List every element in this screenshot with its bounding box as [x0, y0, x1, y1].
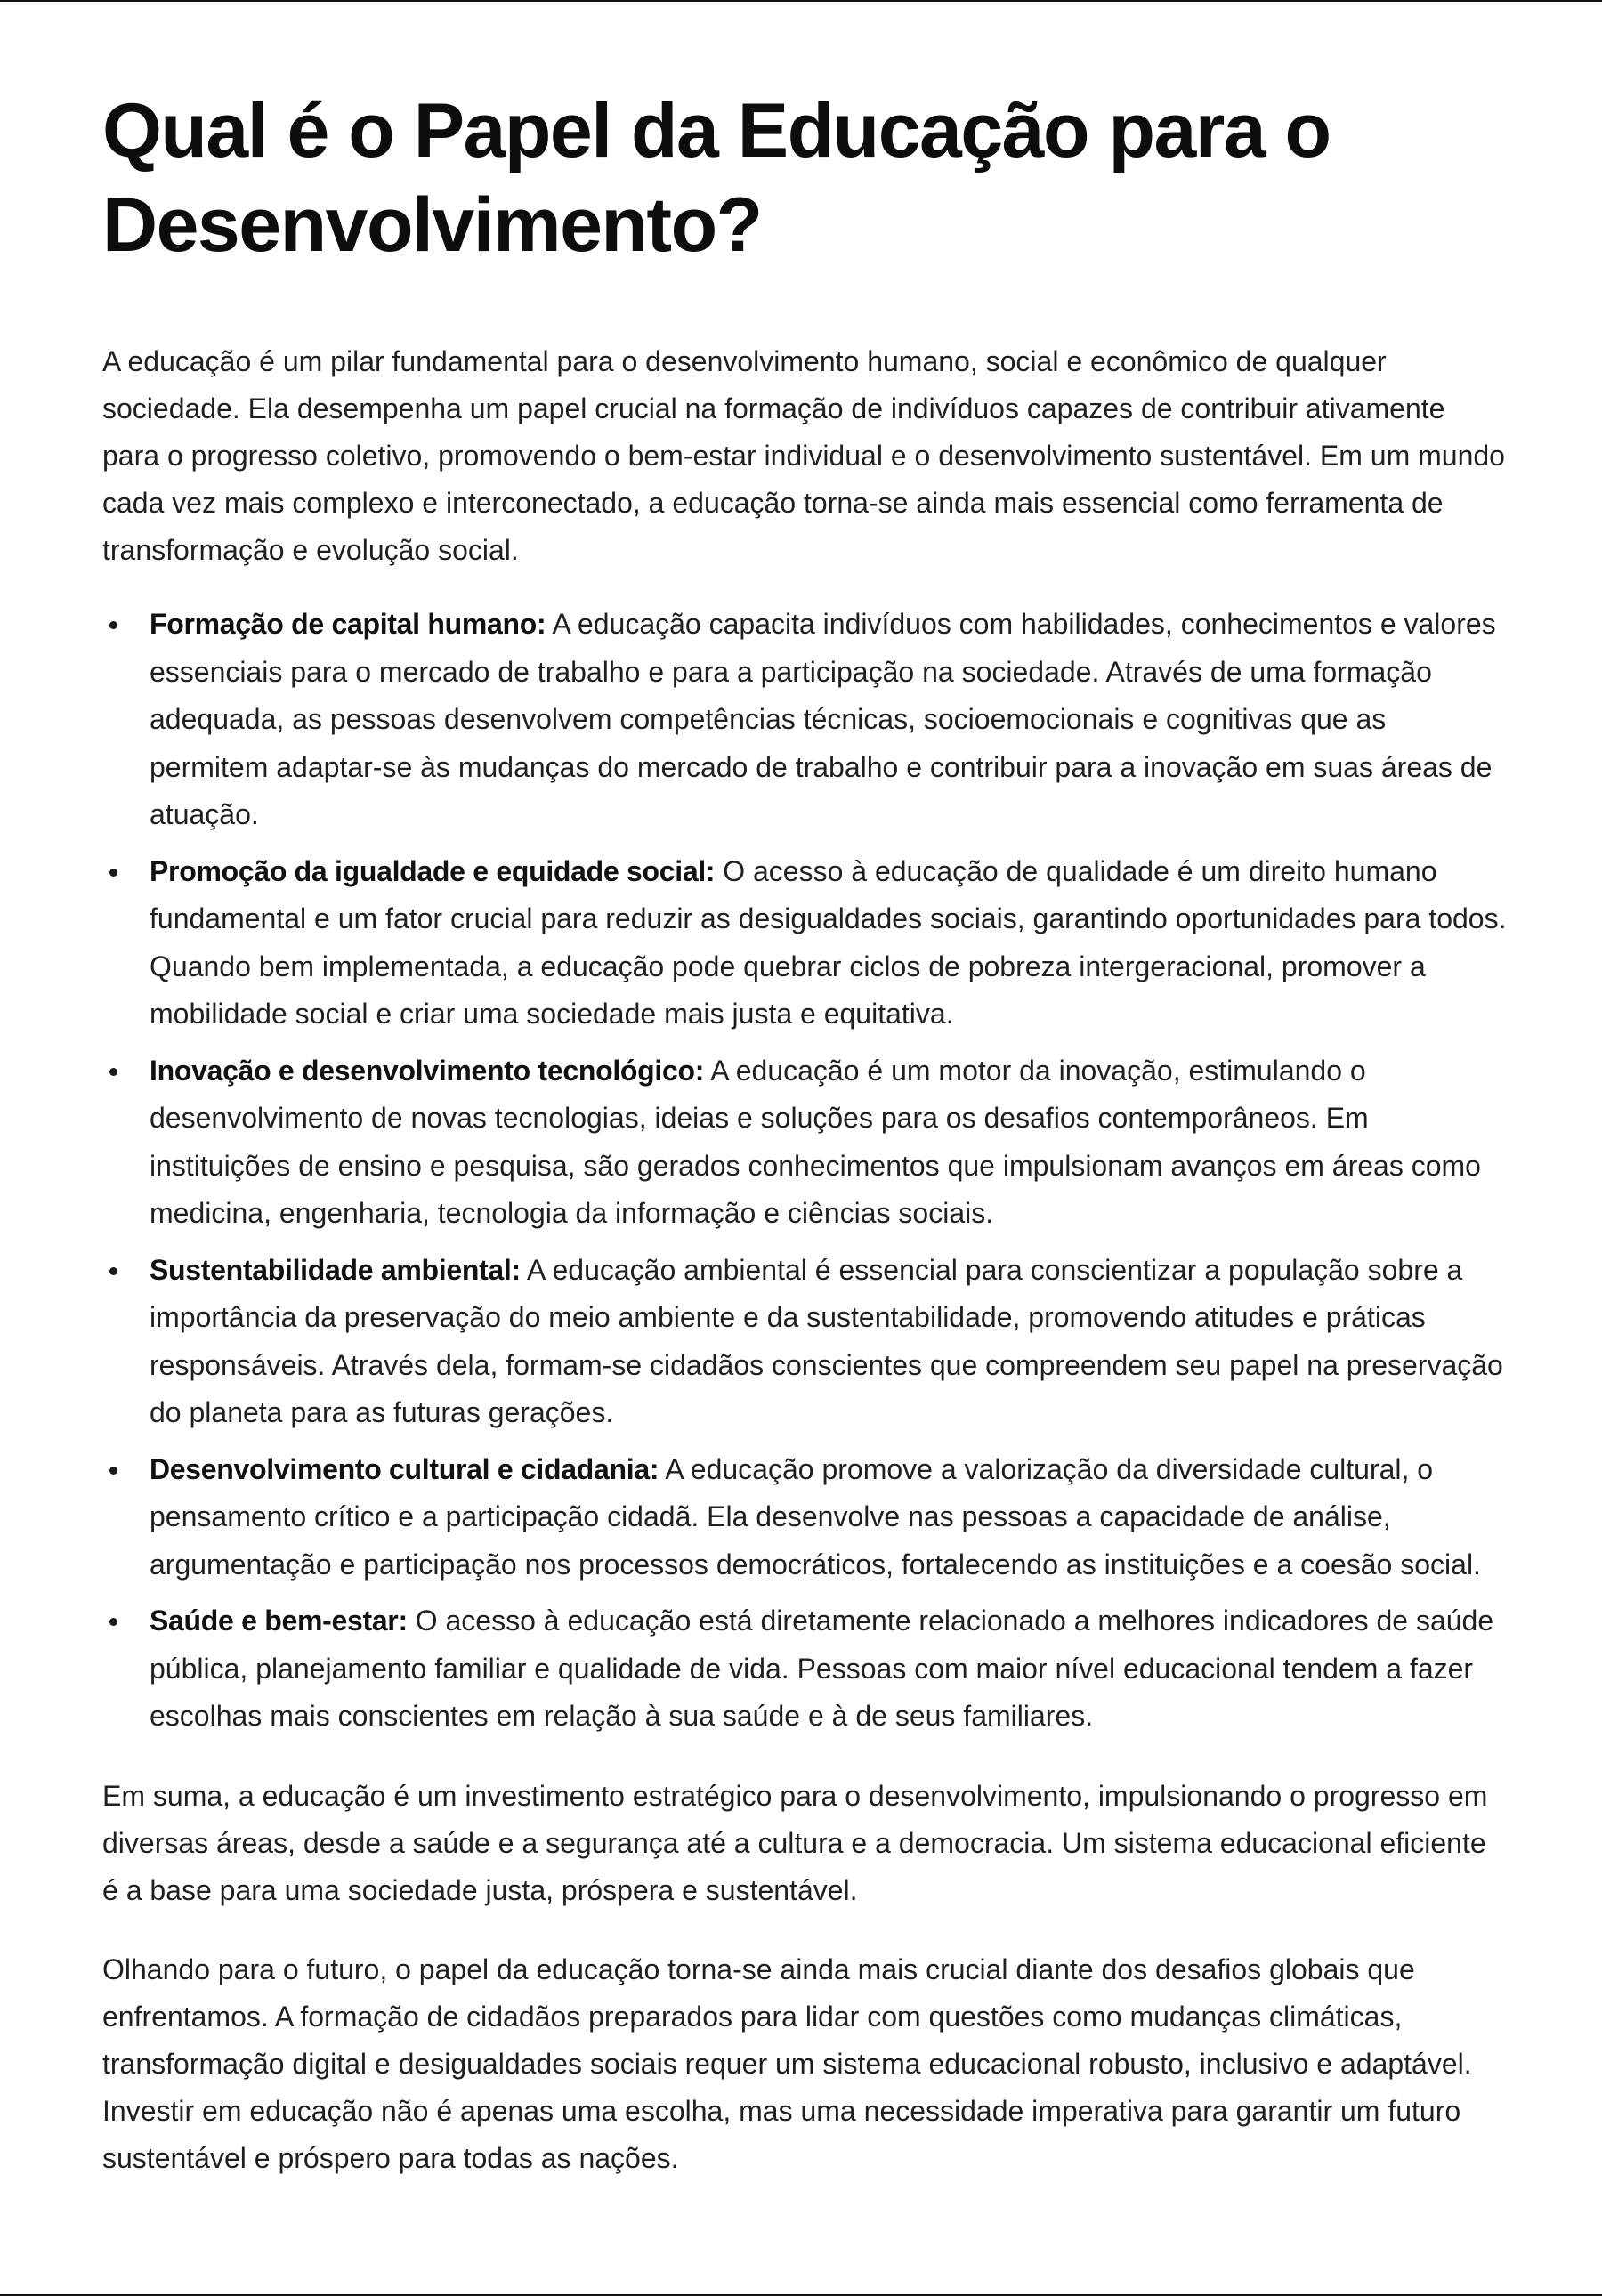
- list-item-label: Formação de capital humano:: [150, 608, 546, 640]
- list-item-label: Saúde e bem-estar:: [150, 1605, 408, 1637]
- intro-paragraph: A educação é um pilar fundamental para o desenvolvimento humano, social e econômico de qualquer sociedade. Ela desempenha um papel crucial na formação de indivíduos capazes de contribuir ativamente para o progresso coletivo, promovendo o bem-estar individual e o desenvolvimento sustentável. Em um mundo cada vez mais complexo e interconectado, a educação torna-se ainda mais essencial como ferramenta de transformação e evolução social.: [102, 345, 1505, 566]
- list-item-text: O acesso à educação de qualidade é um direito humano fundamental e um fator crucial para reduzir as desigualdades sociais, garantindo oportunidades para todos. Quando bem implementada, a educação pode quebrar ciclos de pobreza intergeracional, promover a mobilidade social e criar uma sociedade mais justa e equitativa.: [150, 854, 1507, 1030]
- list-item-text: A educação promove a valorização da diversidade cultural, o pensamento crítico e a participação cidadã. Ela desenvolve nas pessoas a capacidade de análise, argumentação e participação nos processos democráticos, fortalecendo as instituições e a coesão social.: [150, 1452, 1481, 1581]
- conclusion-paragraph: Em suma, a educação é um investimento estratégico para o desenvolvimento, impulsionando o progresso em diversas áreas, desde a saúde e a segurança até a cultura e a democracia. Um sistema educacional eficiente é a base para uma sociedade justa, próspera e sustentável.: [102, 1779, 1488, 1906]
- list-item: [102, 601, 1509, 839]
- list-item-label: Promoção da igualdade e equidade social:: [150, 854, 716, 887]
- list-item-text: O acesso à educação está diretamente relacionado a melhores indicadores de saúde pública, planejamento familiar e qualidade de vida. Pessoas com maior nível educacional tendem a fazer escolhas mais conscientes em relação à sua saúde e à de seus familiares.: [150, 1605, 1494, 1732]
- list-item-label: Sustentabilidade ambiental:: [150, 1253, 521, 1286]
- list-item: [102, 1247, 1509, 1437]
- document-page: [102, 84, 1509, 2182]
- list-item: [102, 1597, 1509, 1741]
- list-item-text: A educação capacita indivíduos com habilidades, conhecimentos e valores essenciais para o mercado de trabalho e para a participação na sociedade. Através de uma formação adequada, as pessoas desenvolvem competências técnicas, socioemocionais e cognitivas que as permitem adaptar-se às mudanças do mercado de trabalho e contribuir para a inovação em suas áreas de atuação.: [150, 608, 1496, 830]
- topics-list: [102, 601, 1509, 1741]
- list-item-text: A educação ambiental é essencial para conscientizar a população sobre a importância da preservação do meio ambiente e da sustentabilidade, promovendo atitudes e práticas responsáveis. Através dela, formam-se cidadãos conscientes que compreendem seu papel na preservação do planeta para as futuras gerações.: [150, 1253, 1503, 1428]
- list-item: [102, 1446, 1509, 1589]
- list-item-label: Desenvolvimento cultural e cidadania:: [150, 1452, 659, 1485]
- page-title: Qual é o Papel da Educação para o Desenvolvimento?: [102, 88, 1331, 268]
- list-item: [102, 848, 1509, 1039]
- list-item: [102, 1047, 1509, 1238]
- list-item-label: Inovação e desenvolvimento tecnológico:: [150, 1054, 705, 1087]
- future-paragraph: Olhando para o futuro, o papel da educação torna-se ainda mais crucial diante dos desafios globais que enfrentamos. A formação de cidadãos preparados para lidar com questões como mudanças climáticas, transformação digital e desigualdades sociais requer um sistema educacional robusto, inclusivo e adaptável. Investir em educação não é apenas uma escolha, mas uma necessidade imperativa para garantir um futuro sustentável e próspero para todas as nações.: [102, 1952, 1472, 2174]
- list-item-text: A educação é um motor da inovação, estimulando o desenvolvimento de novas tecnologias, ideias e soluções para os desafios contemporâneos. Em instituições de ensino e pesquisa, são gerados conhecimentos que impulsionam avanços em áreas como medicina, engenharia, tecnologia da informação e ciências sociais.: [150, 1054, 1481, 1229]
